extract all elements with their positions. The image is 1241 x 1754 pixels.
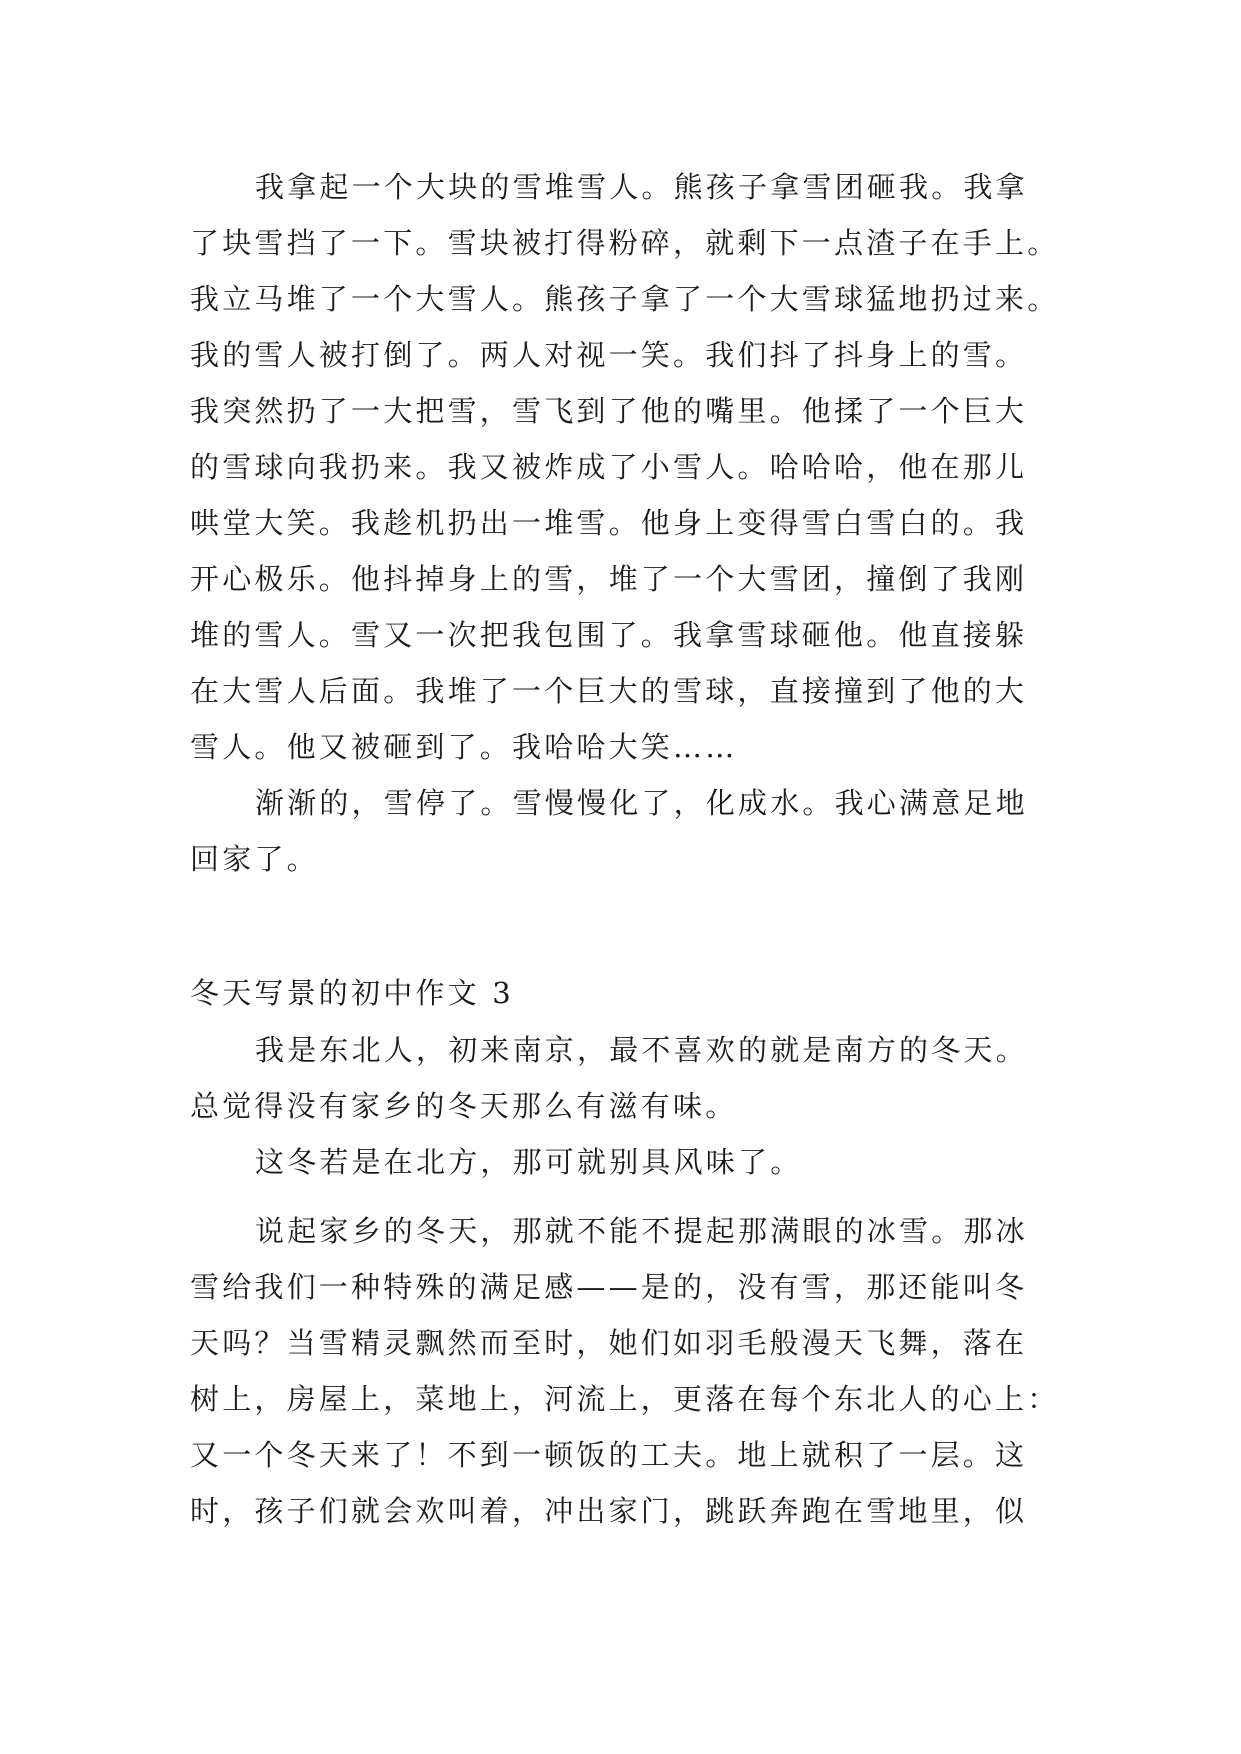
- paragraph-line: 的雪球向我扔来。我又被炸成了小雪人。哈哈哈，他在那儿: [190, 450, 1028, 484]
- paragraph-line: 时，孩子们就会欢叫着，冲出家门，跳跃奔跑在雪地里，似: [190, 1494, 1028, 1528]
- paragraph-line: 又一个冬天来了！不到一顿饭的工夫。地上就积了一层。这: [190, 1438, 1028, 1472]
- paragraph-line: 堆的雪人。雪又一次把我包围了。我拿雪球砸他。他直接躲: [190, 618, 1028, 652]
- paragraph-line: 在大雪人后面。我堆了一个巨大的雪球，直接撞到了他的大: [190, 674, 1028, 708]
- paragraph-line: 我突然扔了一大把雪，雪飞到了他的嘴里。他揉了一个巨大: [190, 394, 1028, 428]
- paragraph-line: 我拿起一个大块的雪堆雪人。熊孩子拿雪团砸我。我拿: [255, 170, 1028, 204]
- paragraph-line: 我是东北人，初来南京，最不喜欢的就是南方的冬天。: [255, 1033, 1028, 1067]
- paragraph-line: 总觉得没有家乡的冬天那么有滋有味。: [190, 1089, 738, 1123]
- paragraph-line: 天吗？当雪精灵飘然而至时，她们如羽毛般漫天飞舞，落在: [190, 1326, 1028, 1360]
- section-heading: 冬天写景的初中作文 3: [190, 976, 514, 1010]
- paragraph-line: 我立马堆了一个大雪人。熊孩子拿了一个大雪球猛地扔过来。: [190, 282, 1060, 316]
- paragraph-line: 说起家乡的冬天，那就不能不提起那满眼的冰雪。那冰: [255, 1214, 1028, 1248]
- paragraph-line: 哄堂大笑。我趁机扔出一堆雪。他身上变得雪白雪白的。我: [190, 506, 1028, 540]
- paragraph-line: 开心极乐。他抖掉身上的雪，堆了一个大雪团，撞倒了我刚: [190, 562, 1028, 596]
- paragraph-line: 雪给我们一种特殊的满足感——是的，没有雪，那还能叫冬: [190, 1270, 1028, 1304]
- paragraph-line: 了块雪挡了一下。雪块被打得粉碎，就剩下一点渣子在手上。: [190, 226, 1060, 260]
- paragraph-line: 这冬若是在北方，那可就别具风味了。: [255, 1145, 803, 1179]
- paragraph-line: 雪人。他又被砸到了。我哈哈大笑……: [190, 730, 738, 764]
- paragraph-line: 回家了。: [190, 842, 319, 876]
- paragraph-line: 渐渐的，雪停了。雪慢慢化了，化成水。我心满意足地: [255, 786, 1028, 820]
- paragraph-line: 我的雪人被打倒了。两人对视一笑。我们抖了抖身上的雪。: [190, 338, 1028, 372]
- paragraph-line: 树上，房屋上，菜地上，河流上，更落在每个东北人的心上：: [190, 1382, 1060, 1416]
